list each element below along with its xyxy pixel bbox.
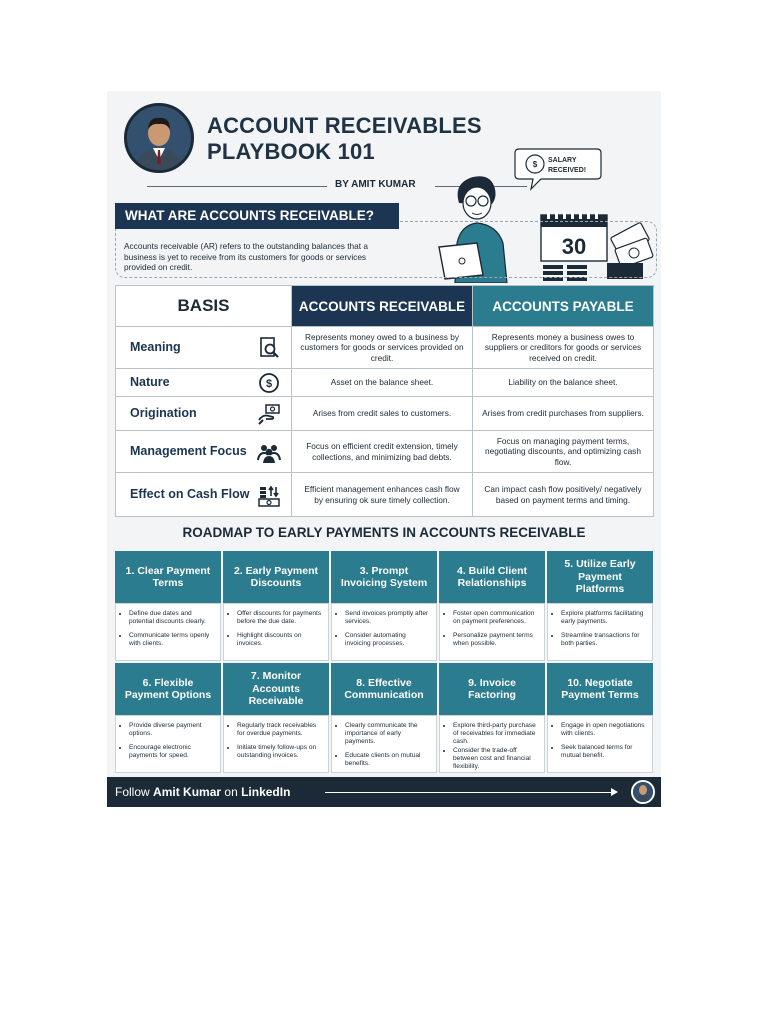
- cash-flow-icon: [257, 483, 281, 507]
- svg-text:$: $: [265, 377, 273, 390]
- table-row: [116, 397, 654, 431]
- footer-avatar[interactable]: [631, 780, 655, 804]
- table-row: [116, 473, 654, 517]
- list-item: • Seek balanced terms for mutual benefit.: [561, 744, 647, 760]
- list-item: • Educate clients on mutual benefits.: [345, 752, 431, 768]
- row-label: Management Focus: [130, 444, 247, 458]
- list-item: • Highlight discounts on invoices.: [237, 632, 323, 648]
- footer-on: on: [224, 785, 238, 799]
- row-ap: Arises from credit purchases from suppliers.: [473, 397, 654, 431]
- footer-name: Amit Kumar: [153, 785, 222, 799]
- row-basis: [116, 397, 292, 431]
- comparison-header-row: [116, 286, 654, 327]
- step-body: [547, 603, 653, 661]
- step-heading: 4. Build Client Relationships: [439, 551, 545, 603]
- step-heading: 9. Invoice Factoring: [439, 663, 545, 715]
- step-heading: 2. Early Payment Discounts: [223, 551, 329, 603]
- step-body: [439, 715, 545, 773]
- step-heading: 3. Prompt Invoicing System: [331, 551, 437, 603]
- header-basis: BASIS: [116, 286, 292, 327]
- step-body: [439, 603, 545, 661]
- person-icon: [127, 106, 191, 170]
- footer-bar: [107, 777, 661, 807]
- intro-text: Accounts receivable (AR) refers to the outstanding balances that a business is yet to receive from its customers for goods or services provided on credit.: [124, 241, 368, 272]
- header-accounts-payable: ACCOUNTS PAYABLE: [473, 286, 654, 327]
- roadmap-grid: [115, 551, 653, 773]
- row-label: Meaning: [130, 340, 181, 354]
- list-item: • Streamline transactions for both parties.: [561, 632, 647, 648]
- row-ar: Focus on efficient credit extension, timely collections, and minimizing bad debts.: [292, 431, 473, 473]
- footer-follow-link[interactable]: [115, 785, 290, 799]
- row-ap: Represents money a business owes to suppliers or creditors for goods or services received on credit.: [473, 327, 654, 369]
- title-line-1: ACCOUNT RECEIVABLES: [207, 113, 482, 138]
- row-ar: Asset on the balance sheet.: [292, 369, 473, 397]
- dollar-cycle-icon: [257, 371, 281, 395]
- list-item: • Consider automating invoicing processes.: [345, 632, 431, 648]
- row-ar: Represents money owed to a business by customers for goods or services provided on credit.: [292, 327, 473, 369]
- row-ar: Arises from credit sales to customers.: [292, 397, 473, 431]
- list-item: • Explore platforms facilitating early payments.: [561, 610, 647, 626]
- step-body: [223, 715, 329, 773]
- person-icon: [633, 782, 653, 802]
- document-search-icon: [257, 336, 281, 360]
- list-item: • Regularly track receivables for overdue payments.: [237, 722, 323, 738]
- step-heading: 6. Flexible Payment Options: [115, 663, 221, 715]
- row-basis: [116, 431, 292, 473]
- table-row: [116, 431, 654, 473]
- footer-rule: [325, 792, 615, 793]
- list-item: • Provide diverse payment options.: [129, 722, 215, 738]
- svg-text:RECEIVED!: RECEIVED!: [548, 167, 587, 174]
- table-row: [116, 327, 654, 369]
- step-body: [223, 603, 329, 661]
- row-ap: Focus on managing payment terms, negotiating discounts, and optimizing cash flow.: [473, 431, 654, 473]
- step-body: [331, 715, 437, 773]
- list-item: • Engage in open negotiations with clients.: [561, 722, 647, 738]
- row-basis: [116, 473, 292, 517]
- list-item: • Explore third-party purchase of receivables for immediate cash.: [453, 722, 539, 746]
- step-body: [115, 603, 221, 661]
- table-row: [116, 369, 654, 397]
- list-item: • Initiate timely follow-ups on outstanding invoices.: [237, 744, 323, 760]
- step-heading: 8. Effective Communication: [331, 663, 437, 715]
- author-avatar: [124, 103, 194, 173]
- row-basis: [116, 327, 292, 369]
- step-heading: 5. Utilize Early Payment Platforms: [547, 551, 653, 603]
- comparison-table: [115, 285, 654, 517]
- row-label: Origination: [130, 406, 197, 420]
- row-ar: Efficient management enhances cash flow by ensuring ok sure timely collection.: [292, 473, 473, 517]
- step-heading: 1. Clear Payment Terms: [115, 551, 221, 603]
- list-item: • Communicate terms openly with clients.: [129, 632, 215, 648]
- row-label: Nature: [130, 375, 170, 389]
- header-accounts-receivable: ACCOUNTS RECEIVABLE: [292, 286, 473, 327]
- team-icon: [257, 440, 281, 464]
- list-item: • Define due dates and potential discounts clearly.: [129, 610, 215, 626]
- row-basis: [116, 369, 292, 397]
- list-item: • Send invoices promptly after services.: [345, 610, 431, 626]
- footer-follow: Follow: [115, 785, 150, 799]
- byline-text: BY AMIT KUMAR: [335, 179, 416, 190]
- list-item: • Clearly communicate the importance of early payments.: [345, 722, 431, 746]
- step-heading: 10. Negotiate Payment Terms: [547, 663, 653, 715]
- step-body: [331, 603, 437, 661]
- infographic: [107, 91, 661, 807]
- list-item: • Personalize payment terms when possible.: [453, 632, 539, 648]
- list-item: • Offer discounts for payments before the due date.: [237, 610, 323, 626]
- list-item: • Encourage electronic payments for speed.: [129, 744, 215, 760]
- row-ap: Can impact cash flow positively/ negatively based on payment terms and timing.: [473, 473, 654, 517]
- title-line-2: PLAYBOOK 101: [207, 139, 375, 164]
- roadmap-title: ROADMAP TO EARLY PAYMENTS IN ACCOUNTS RECEIVABLE: [182, 525, 586, 540]
- footer-platform: LinkedIn: [241, 785, 291, 799]
- svg-text:SALARY: SALARY: [548, 157, 577, 164]
- step-body: [115, 715, 221, 773]
- byline-rule-left: [147, 186, 327, 187]
- arrow-right-icon: [611, 788, 618, 796]
- svg-text:$: $: [532, 160, 538, 169]
- step-body: [547, 715, 653, 773]
- row-label: Effect on Cash Flow: [130, 487, 250, 501]
- hand-money-icon: [257, 402, 281, 426]
- speech-bubble: [515, 149, 601, 189]
- list-item: • Foster open communication on payment preferences.: [453, 610, 539, 626]
- calendar-day: 30: [561, 234, 587, 259]
- intro-heading: WHAT ARE ACCOUNTS RECEIVABLE?: [115, 203, 399, 229]
- row-ap: Liability on the balance sheet.: [473, 369, 654, 397]
- step-heading: 7. Monitor Accounts Receivable: [223, 663, 329, 715]
- list-item: • Consider the trade-off between cost and financial flexibility.: [453, 747, 539, 771]
